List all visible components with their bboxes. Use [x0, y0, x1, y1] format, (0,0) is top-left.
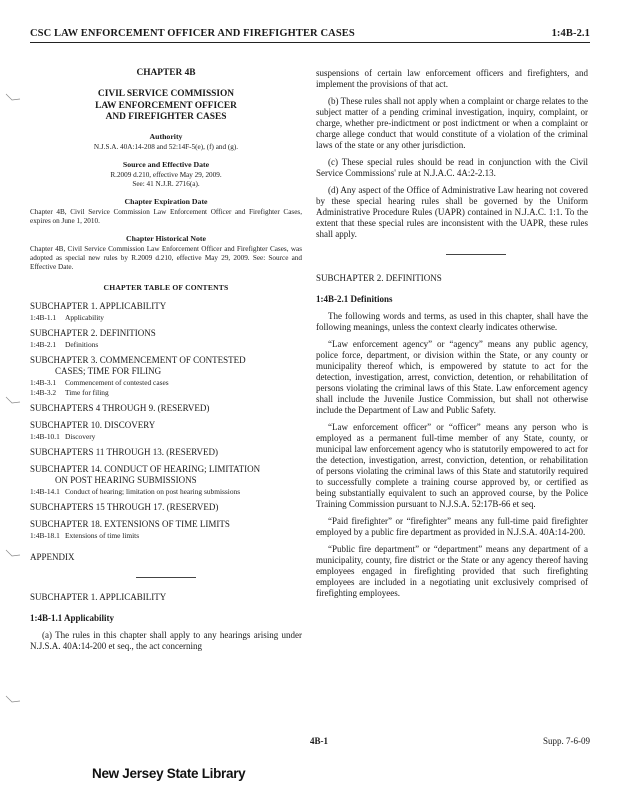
- toc-entry-title: Conduct of hearing; limitation on post hearing submissions: [65, 486, 241, 496]
- margin-tick-mark: [4, 694, 22, 704]
- section-separator: [446, 254, 506, 255]
- chapter-number: CHAPTER 4B: [136, 68, 196, 78]
- toc-subchapter: [30, 355, 302, 377]
- table-of-contents: [30, 301, 302, 540]
- paragraph: suspensions of certain law enforcement officers and firefighters, and implement the provisions of that act.: [316, 68, 588, 89]
- toc-entry-number: 1:4B-10.1: [30, 431, 60, 441]
- toc-entry-title: Definitions: [65, 339, 99, 349]
- toc-entry-number: 1:4B-3.2: [30, 387, 57, 397]
- toc-entry: [30, 340, 302, 349]
- note-heading: Authority: [149, 131, 183, 141]
- toc-subchapter: [30, 328, 302, 339]
- running-header: [30, 28, 590, 43]
- toc-subchapter: [30, 420, 302, 431]
- supplement-date: Supp. 7-6-09: [543, 736, 590, 746]
- toc-subchapter: [30, 464, 302, 486]
- toc-subchapter: [30, 502, 302, 513]
- toc-subchapter: [30, 403, 302, 414]
- toc-subchapter-label: SUBCHAPTER 14. CONDUCT OF HEARING; LIMITATION: [30, 463, 261, 474]
- running-header-title: CSC LAW ENFORCEMENT OFFICER AND FIREFIGHTER CASES: [30, 28, 355, 39]
- margin-tick-mark: [4, 92, 22, 102]
- toc-subchapter: [30, 447, 302, 458]
- chapter-title-line: LAW ENFORCEMENT OFFICER: [95, 100, 237, 111]
- chapter-title-line: AND FIREFIGHTER CASES: [105, 112, 227, 122]
- toc-entry-number: 1:4B-1.1: [30, 312, 57, 322]
- toc-entry: [30, 388, 302, 397]
- toc-heading: CHAPTER TABLE OF CONTENTS: [103, 282, 229, 292]
- toc-entry: [30, 313, 302, 322]
- definition-paragraph: “Paid firefighter” or “firefighter” means any full-time paid firefighter employed by a public fire department as provided in N.J.S.A. 40A:14-200.: [316, 516, 588, 537]
- margin-tick-mark: [4, 548, 22, 558]
- toc-subchapter-label: SUBCHAPTER 1. APPLICABILITY: [30, 300, 167, 311]
- definition-paragraph: The following words and terms, as used in this chapter, shall have the following meanings, unless the context clearly indicates otherwise.: [316, 311, 588, 332]
- page-number: 4B-1: [310, 736, 328, 746]
- note-heading: Chapter Historical Note: [126, 233, 206, 243]
- toc-entry: [30, 432, 302, 441]
- definition-paragraph: “Law enforcement agency” or “agency” means any public agency, police force, department, or division within the State, or any county or municipality thereof which, is empowered by statute to act for the detection, investigation, arrest, conviction, detention, or rehabilitation of persons violating the criminal laws of this State. Law enforcement agency shall include the Juvenile Justice Commission, but shall not otherwise include the Department of Law and Public Safety.: [316, 339, 588, 415]
- note-heading: Chapter Expiration Date: [124, 196, 208, 206]
- paragraph: (d) Any aspect of the Office of Administrative Law hearing not covered by these special hearing rules shall be governed by the Uniform Administrative Procedure Rules (UAPR) contained in N.J.A.C. 1:1. To the extent that these special rules are inconsistent with the UAPR, these rules shall apply.: [316, 185, 588, 239]
- definition-paragraph: “Law enforcement officer” or “officer” means any person who is employed as a permanent full-time member of any State, county, or municipal law enforcement agency who is statutorily empowered to act for the detection, investigation, arrest, conviction, detention, or rehabilitation of persons violating the criminal laws of this State and statutorily required to successfully complete a training course approved by, or certified as being substantially equivalent to such an approved course, by the Police Training Commission pursuant to N.J.S.A. 52:17B-66 et seq.: [316, 422, 588, 509]
- toc-subchapter-label: SUBCHAPTERS 15 THROUGH 17. (RESERVED): [30, 501, 219, 512]
- toc-entry-title: Time for filing: [65, 387, 109, 397]
- section-separator: [136, 577, 196, 578]
- toc-entry-number: 1:4B-14.1: [30, 486, 60, 496]
- left-column: [30, 68, 302, 658]
- note-text: R.2009 d.210, effective May 29, 2009. See: 41 N.J.R. 2716(a).: [110, 170, 222, 188]
- paragraph: (a) The rules in this chapter shall apply to any hearings arising under N.J.S.A. 40A:14-200 et seq., the act concerning: [30, 629, 302, 651]
- toc-entry-title: Commencement of contested cases: [65, 377, 169, 387]
- subchapter-heading: SUBCHAPTER 1. APPLICABILITY: [30, 591, 167, 602]
- note-text: Chapter 4B, Civil Service Commission Law Enforcement Officer and Firefighter Cases, was adopted as special new rules by R.2009 d.210, effective May 29, 2009. See: Source and Effective Date.: [30, 244, 302, 271]
- right-column: [316, 68, 588, 605]
- toc-subchapter-label: SUBCHAPTERS 4 THROUGH 9. (RESERVED): [30, 402, 210, 413]
- toc-subchapter-label: SUBCHAPTERS 11 THROUGH 13. (RESERVED): [30, 446, 219, 457]
- toc-entry-title: Discovery: [65, 431, 96, 441]
- chapter-title-line: CIVIL SERVICE COMMISSION: [97, 89, 235, 99]
- toc-appendix: APPENDIX: [30, 551, 75, 562]
- paragraph: (b) These rules shall not apply when a complaint or charge relates to the subject matter of a pending criminal investigation, inquiry, complaint, or charge, whether pre-indictment or post indictment or when a complaint or charge allege conduct that would constitute of a violation of the criminal laws of the state or any other jurisdiction.: [316, 96, 588, 150]
- toc-subchapter: [30, 301, 302, 312]
- toc-entry: [30, 531, 302, 540]
- toc-entry-title: Extensions of time limits: [65, 530, 140, 540]
- right-top-paragraphs: [316, 68, 588, 240]
- toc-subchapter: [30, 519, 302, 530]
- subchapter-heading: SUBCHAPTER 2. DEFINITIONS: [316, 273, 442, 283]
- chapter-title: [30, 89, 302, 124]
- toc-subchapter-label: SUBCHAPTER 2. DEFINITIONS: [30, 327, 156, 338]
- toc-entry-number: 1:4B-2.1: [30, 339, 57, 349]
- toc-subchapter-label: CASES; TIME FOR FILING: [55, 365, 162, 376]
- toc-entry: [30, 487, 302, 496]
- note-heading: Source and Effective Date: [122, 159, 210, 169]
- definition-paragraph: “Public fire department” or “department” means any department of a municipality, county, fire district or the State or any agency thereof having employees engaged in firefighting provided that such firefighting employees are included in a negotiating unit exclusively comprised of firefighting employees.: [316, 544, 588, 598]
- toc-entry-number: 1:4B-18.1: [30, 530, 60, 540]
- toc-subchapter-label: ON POST HEARING SUBMISSIONS: [55, 474, 197, 485]
- note-text: Chapter 4B, Civil Service Commission Law Enforcement Officer and Firefighter Cases, expires on June 1, 2010.: [30, 207, 302, 225]
- section-heading: 1:4B-1.1 Applicability: [30, 612, 115, 623]
- definitions-paragraphs: [316, 311, 588, 599]
- toc-subchapter-label: SUBCHAPTER 3. COMMENCEMENT OF CONTESTED: [30, 354, 246, 365]
- toc-subchapter-label: SUBCHAPTER 10. DISCOVERY: [30, 419, 156, 430]
- toc-entry-title: Applicability: [65, 312, 104, 322]
- library-stamp: New Jersey State Library: [92, 766, 246, 781]
- toc-entry: [30, 378, 302, 387]
- margin-tick-mark: [4, 395, 22, 405]
- paragraph: (c) These special rules should be read in conjunction with the Civil Service Commissions' rule at N.J.A.C. 4A:2-2.13.: [316, 157, 588, 178]
- note-text: N.J.S.A. 40A:14-208 and 52:14F-5(e), (f) and (g).: [93, 142, 239, 151]
- chapter-notes: [30, 131, 302, 272]
- toc-entry-number: 1:4B-3.1: [30, 377, 57, 387]
- toc-subchapter-label: SUBCHAPTER 18. EXTENSIONS OF TIME LIMITS: [30, 518, 230, 529]
- running-header-section: 1:4B-2.1: [551, 28, 590, 39]
- section-heading: 1:4B-2.1 Definitions: [316, 294, 393, 304]
